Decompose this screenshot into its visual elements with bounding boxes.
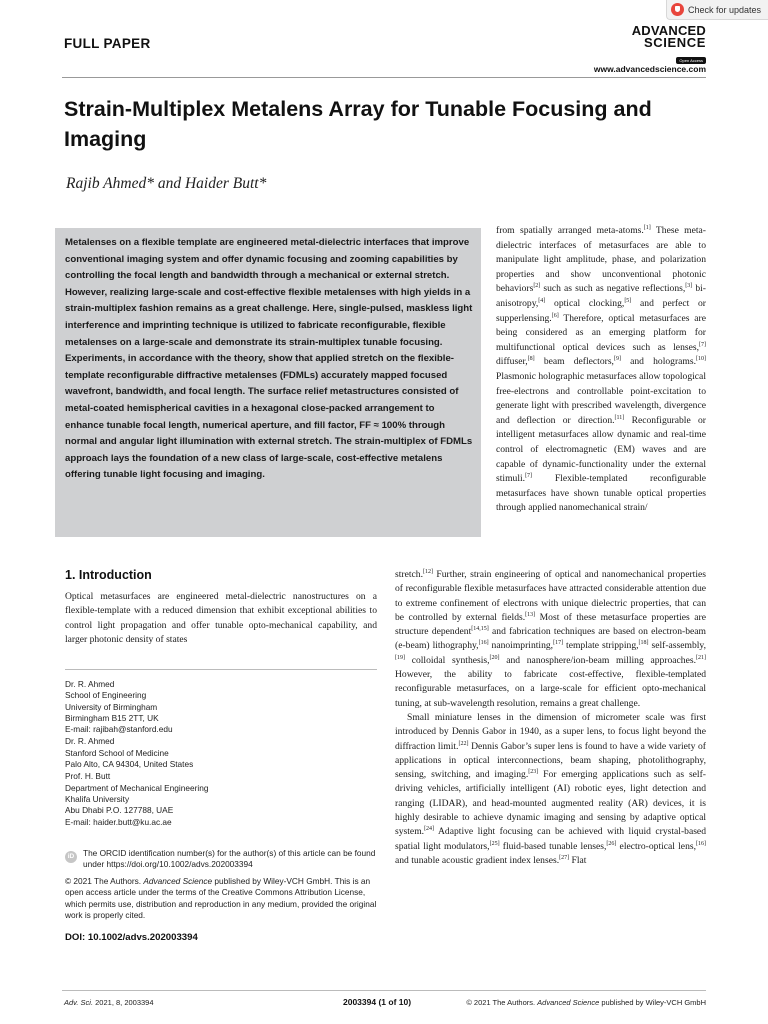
open-access-badge: Open Access [676,57,706,64]
footer-copyright-body: published by Wiley-VCH GmbH [599,998,706,1007]
body-column-lower [395,568,706,868]
citation-ref[interactable]: [5] [624,297,632,304]
check-for-updates-button[interactable] [666,0,768,20]
affiliation-line: School of Engineering [65,690,147,701]
affiliation-line: University of Birmingham [65,701,158,712]
abstract-box [55,228,481,537]
journal-logo [602,24,706,67]
check-for-updates-label: Check for updates [688,4,762,15]
citation-ref[interactable]: [10] [696,356,706,363]
citation-ref[interactable]: [2] [533,283,541,290]
article-title: Strain-Multiplex Metalens Array for Tunable Focusing and Imaging [64,97,652,151]
abstract-text: Metalenses on a flexible template are engineered metal-dielectric interfaces that improve conventional imaging system and offer dynamic focusing and zooming capabilities by controlling the focal length and bandwidth through a mechanical or external stretch. However, realizing large-scale and cost-effective flexible metalenses with high yields in a strain-multiplex fashion remains as a great challenge. Here, single-pulsed, maskless light interference and imprinting technique is utilized to fabricate reconfigurable, flexible metalenses on a large-scale and demonstrate its strain-multiplex tunable focusing. Experiments, in accordance with the theory, show that applied stretch on the flexible-template reconfigurable diffractive metalenses (FDMLs) accurately mapped focused wavefront, bandwidth, and focal length. The surface relief metastructures consisted of metal-coated hemispherical cavities in a hexagonal close-packed arrangement to enhance tunable focal length, numerical aperture, and fill factor, FF ≈ 100% through normal and angular light illumination with external stretch. The strain-multiplex of FDMLs approach lays the foundation of a new class of large-scale, cost-effective metalens offering tunable light focusing and imaging. [65,237,473,481]
affiliation-block [65,771,377,827]
affiliation-divider [65,669,377,670]
citation-ref[interactable]: [20] [489,654,500,661]
affiliation-line: Dr. R. Ahmed [65,679,115,689]
footer-citation [64,998,154,1007]
citation-ref[interactable]: [17] [553,640,564,647]
affiliation-line: Abu Dhabi P.O. 127788, UAE [65,805,174,816]
citation-ref[interactable]: [3] [685,283,693,290]
orcid-note [65,848,377,871]
bookmark-icon [671,3,684,16]
page-number: 2003394 (1 of 10) [343,997,412,1007]
body-paragraph-1: from spatially arranged meta-atoms.[1] These meta-dielectric interfaces of metasurfaces are able to manipulate light amplitude, phase, and polarization properties and show unconventional photonic behaviors[2] such as such as negative reflections,[3] bi-anisotropy,[4] optical clocking,[5] and perfect or supperlensing.[6] Therefore, optical metasurfaces are being considered as an emerging platform for multifunctional optical devices such as lenses,[7] diffuser,[8] beam deflectors,[9] and holograms.[10] Plasmonic holographic metasurfaces allow topological free-electrons and controllable point-excitation to generate light with prescribed wavelength, divergence and deflection or direction.[11] Reconfigurable or intelligent metasurfaces allow dynamic and real-time control of electromagnetic (EM) waves and are capable of dynamic-functionality under the external stimuli.[7] Flexible-templated reconfigurable metasurfaces have shown tunable optical properties through applied nanomechanical strain/ [496,224,706,514]
orcid-text: The ORCID identification number(s) for the author(s) of this article can be found under https://doi.org/10.1002/advs.202003394 [83,848,376,870]
section-heading-introduction: 1. Introduction [65,568,152,582]
affiliation-line: Prof. H. Butt [65,771,111,782]
citation-ref[interactable]: [16] [478,640,489,647]
copyright-body: published by Wiley-VCH GmbH. This is an open access article under the terms of the Creative Commons Attribution License, which permits use, distribution and reproduction in any medium, provided the original work is properly cited. [65,876,377,920]
citation-ref[interactable]: [25] [489,840,500,847]
citation-ref[interactable]: [11] [614,414,625,421]
body-paragraph-1-continued: stretch.[12] Further, strain engineering of optical and nanomechanical properties of reconfigurable flexible metasurfaces have attracted considerable attention due to extreme confinement of electrons with unique dielectric properties, that can be controlled by external fields.[13] Most of these metasurface properties are structure dependent[14,15] and fabrication techniques are based on electron-beam (e-beam) lithography,[16] nanoimprinting,[17] template stripping,[18] self-assembly,[19] colloidal synthesis,[20] and nanosphere/ion-beam milling approaches.[21] However, the ability to fabricate cost-effective, flexible-templated reconfigurable metasurfaces, on a large-scale for efficient opto-mechanical tuning, at sub-wavelength resolution, remains a great challenge. [395,568,706,709]
logo-line-1: ADVANCED [631,23,706,38]
footer-copyright-journal: Advanced Science [537,998,600,1007]
affiliation-email[interactable]: E-mail: haider.butt@ku.ac.ae [65,816,172,827]
footer-journal: Adv. Sci. [64,998,94,1007]
orcid-icon: iD [65,851,77,863]
header-divider [62,77,706,78]
citation-ref[interactable]: [23] [528,768,539,775]
citation-ref[interactable]: [26] [606,840,617,847]
intro-paragraph-left: Optical metasurfaces are engineered metal-dielectric nanostructures on a flexible-template with a reduced dimension that exhibit exceptional abilities to control light propagation and offer tunable opto-mechanical capability, and larger photonic density of states [65,591,377,646]
citation-ref[interactable]: [19] [395,654,405,661]
body-paragraph-2: Small miniature lenses in the dimension of micrometer scale was first introduced by Dennis Gabor in 1940, as a super lens, to focus light beyond the diffraction limit.[22] Dennis Gabor’s super lens is found to have a wide variety of applications in optical interconnections, beam shaping, photolithography, sensing, switching, and imaging.[23] For emerging applications such as self-driving vehicles, artificially intelligent (AI) robotic eyes, light detection and ranging (LIDAR), and head-mounted augmented reality (AR) devices, it is highly desirable to achieve dynamic imaging and sensing by adaptive optical system.[24] Adaptive light focusing can be achieved with liquid crystal-based spatial light modulators,[25] fluid-based tunable lenses,[26] electro-optical lens,[16] and tunable acoustic gradient index lenses.[27] Flat [395,711,706,866]
citation-ref[interactable]: [7] [525,472,533,479]
citation-ref[interactable]: [18] [638,640,649,647]
footer-year-volume: 2021, 8, 2003394 [93,998,154,1007]
citation-ref[interactable]: [24] [424,826,435,833]
citation-ref[interactable]: [7] [699,341,706,348]
citation-ref[interactable]: [22] [458,740,469,747]
journal-url[interactable]: www.advancedscience.com [593,64,706,74]
citation-ref[interactable]: [13] [525,611,536,618]
citation-ref[interactable]: [12] [422,568,433,575]
copyright-prefix: © 2021 The Authors. [65,876,144,886]
footer-divider [62,990,706,991]
affiliation-line: Palo Alto, CA 94304, United States [65,759,194,770]
affiliation-block [65,736,377,770]
affiliation-line: Department of Mechanical Engineering [65,782,209,793]
doi[interactable]: DOI: 10.1002/advs.202003394 [65,932,198,943]
article-authors: Rajib Ahmed* and Haider Butt* [66,175,267,192]
affiliation-line: Khalifa University [65,793,130,804]
affiliation-line: Dr. R. Ahmed [65,736,115,747]
footer-copyright [466,998,706,1007]
logo-line-2: SCIENCE [644,35,706,50]
citation-ref[interactable]: [27] [559,854,570,861]
footer-copyright-prefix: © 2021 The Authors. [466,998,538,1007]
citation-ref[interactable]: [4] [538,297,546,304]
affiliations [65,679,377,829]
affiliation-email[interactable]: E-mail: rajibah@stanford.edu [65,724,173,735]
citation-ref[interactable]: [9] [613,356,621,363]
affiliation-line: Birmingham B15 2TT, UK [65,712,159,723]
citation-ref[interactable]: [21] [696,654,706,661]
copyright-journal: Advanced Science [143,876,213,886]
affiliation-block [65,679,377,735]
citation-ref[interactable]: [6] [551,312,559,319]
citation-ref[interactable]: [16] [696,840,706,847]
citation-ref[interactable]: [8] [527,356,535,363]
citation-ref[interactable]: [1] [643,224,651,231]
affiliation-line: Stanford School of Medicine [65,747,169,758]
citation-ref[interactable]: [14,15] [471,626,489,632]
section-label: FULL PAPER [64,36,151,51]
copyright-notice [65,876,377,921]
body-column-right [496,224,706,516]
